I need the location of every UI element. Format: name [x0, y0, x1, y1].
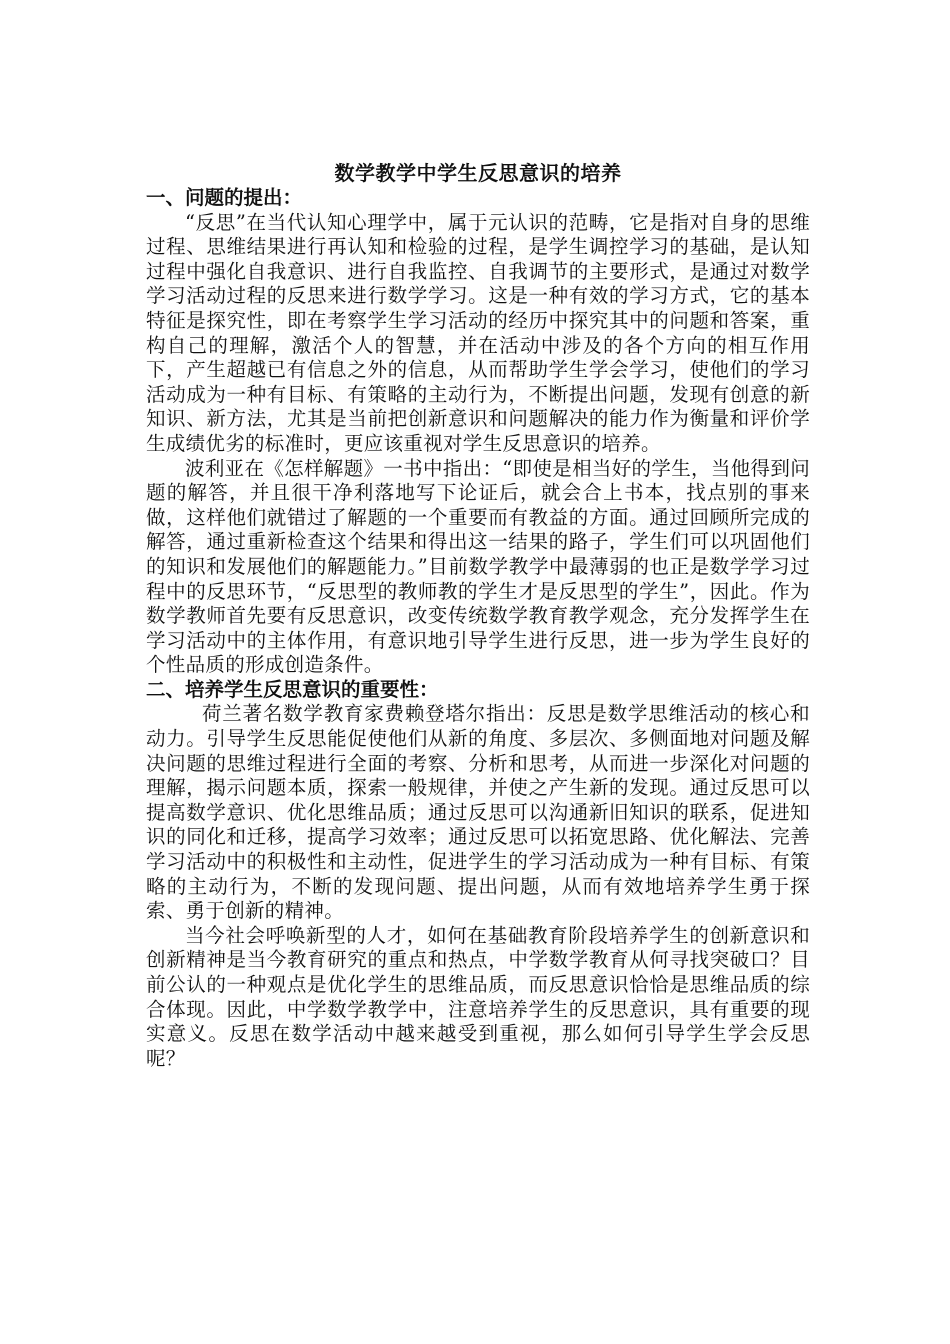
section-heading-1: 一、问题的提出： [146, 186, 303, 209]
paragraph-1-1: “反思”在当代认知心理学中，属于元认识的范畴，它是指对自身的思维过程、思维结果进行再认知和检验的过程，是学生调控学习的基础，是认知过程中强化自我意识、进行自我监控、自我调节的主要形式，是通过对数学学习活动过程的反思来进行数学学习。这是一种有效的学习方式，它的基本特征是探究性，即在考察学生学习活动的经历中探究其中的问题和答案，重构自己的理解，激活个人的智慧，并在活动中涉及的各个方向的相互作用下，产生超越已有信息之外的信息，从而帮助学生学会学习，使他们的学习活动成为一种有目标、有策略的主动行为，不断提出问题，发现有创意的新知识、新方法，尤其是当前把创新意识和问题解决的能力作为衡量和评价学生成绩优劣的标准时，更应该重视对学生反思意识的培养。 [146, 210, 810, 455]
paragraph-2-1: 荷兰著名数学教育家费赖登塔尔指出：反思是数学思维活动的核心和动力。引导学生反思能促使他们从新的角度、多层次、多侧面地对问题及解决问题的思维过程进行全面的考察、分析和思考，从而进一步深化对问题的理解，揭示问题本质，探索一般规律，并使之产生新的发现。通过反思可以提高数学意识、优化思维品质；通过反思可以沟通新旧知识的联系，促进知识的同化和迁移，提高学习效率；通过反思可以拓宽思路、优化解法、完善学习活动中的积极性和主动性，促进学生的学习活动成为一种有目标、有策略的主动行为，不断的发现问题、提出问题，从而有效地培养学生勇于探索、勇于创新的精神。 [146, 702, 810, 923]
document-title: 数学教学中学生反思意识的培养 [334, 161, 622, 185]
paragraph-1-2: 波利亚在《怎样解题》一书中指出：“即使是相当好的学生，当他得到问题的解答，并且很干净利落地写下论证后，就会合上书本，找点别的事来做，这样他们就错过了解题的一个重要而有教益的方面。通过回顾所完成的解答，通过重新检查这个结果和得出这一结果的路子，学生们可以巩固他们的知识和发展他们的解题能力。”目前数学教学中最薄弱的也正是数学学习过程中的反思环节，“反思型的教师教的学生才是反思型的学生”，因此。作为数学教师首先要有反思意识，改变传统数学教育教学观念，充分发挥学生在学习活动中的主体作用，有意识地引导学生进行反思，进一步为学生良好的个性品质的形成创造条件。 [146, 456, 810, 677]
section-heading-2: 二、培养学生反思意识的重要性： [146, 677, 439, 701]
paragraph-2-2: 当今社会呼唤新型的人才，如何在基础教育阶段培养学生的创新意识和创新精神是当今教育研究的重点和热点，中学数学教育从何寻找突破口？目前公认的一种观点是优化学生的思维品质，而反思意识恰恰是思维品质的综合体现。因此，中学数学教学中，注意培养学生的反思意识，具有重要的现实意义。反思在数学活动中越来越受到重视，那么如何引导学生学会反思呢？ [146, 923, 810, 1070]
document-body [146, 160, 810, 1071]
